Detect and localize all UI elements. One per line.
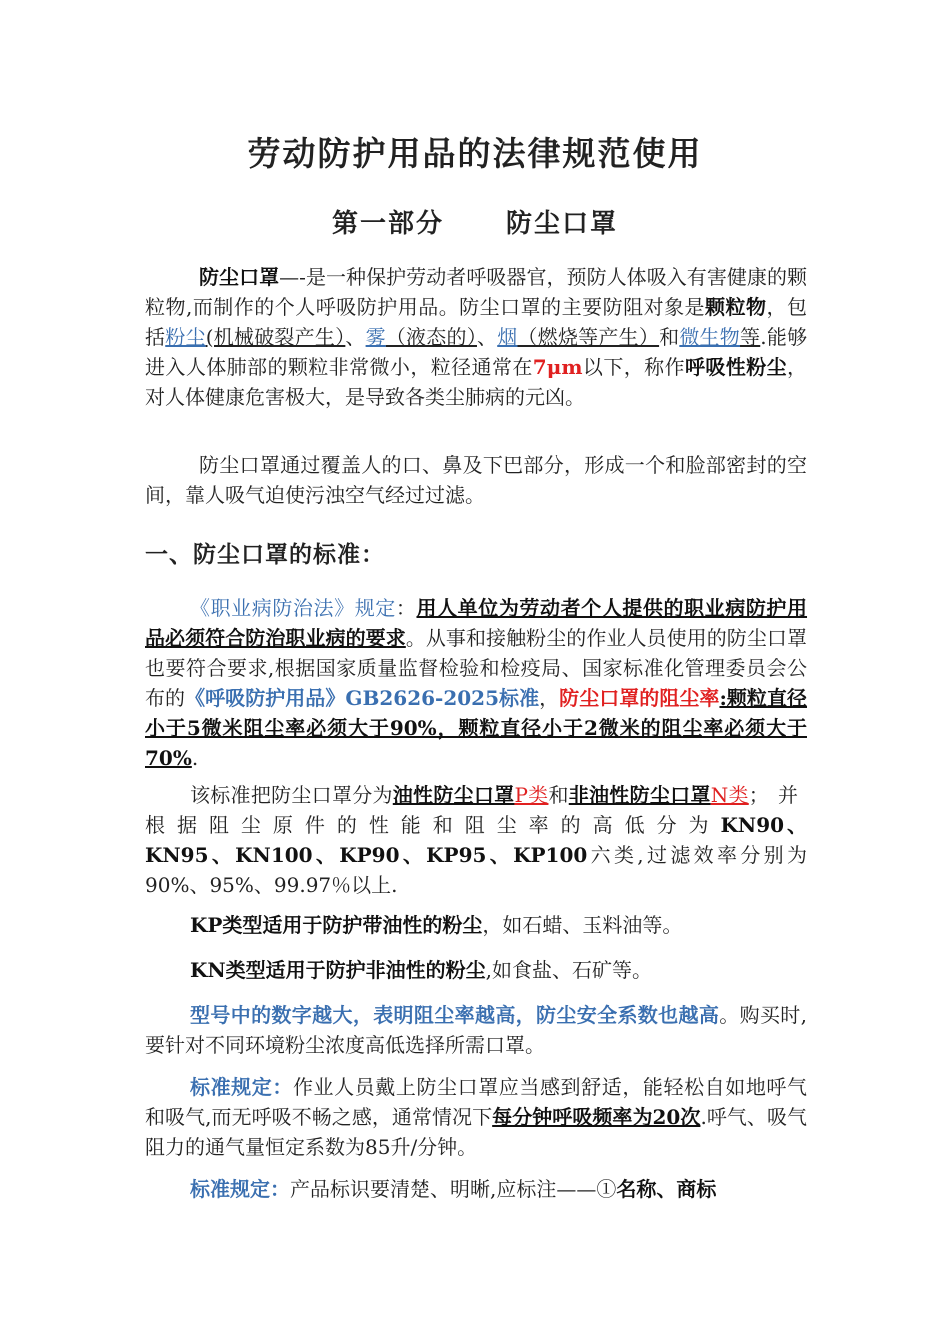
law-paragraph: 《职业病防治法》规定：用人单位为劳动者个人提供的职业病防护用品必须符合防治职业病的要求。从事和接触粉尘的作业人员使用的防尘口罩也要符合要求,根据国家质量监督检验和检疫局、国家标准化管理委员会公布的《呼吸防护用品》GB2626-2025标准，防尘口罩的阻尘率:颗粒直径小于5微米阻尘率必须大于90%，颗粒直径小于2微米的阻尘率必须大于70%. <box>145 596 808 770</box>
dust-rate-requirement: :颗粒直径小于5微米阻尘率必须大于90%，颗粒直径小于2微米的阻尘率必须大于70% <box>145 686 808 770</box>
mask-function-paragraph: 防尘口罩通过覆盖人的口、鼻及下巴部分，形成一个和脸部密封的空间，靠人吸气迫使污浊空气经过过滤。 <box>145 453 807 507</box>
law-requirement: 用人单位为劳动者个人提供的职业病防护用品必须符合防治职业病的要求 <box>145 596 808 650</box>
comfort-standard-paragraph: 标准规定：作业人员戴上防尘口罩应当感到舒适，能轻松自如地呼气和吸气,而无呼吸不畅之感，通常情况下每分钟呼吸频率为20次.呼气、吸气阻力的通气量恒定系数为85升/分钟。 <box>145 1075 808 1159</box>
oil-mask-type: 油性防尘口罩 <box>392 783 515 807</box>
document-title: 劳动防护用品的法律规范使用 <box>247 134 703 173</box>
kp-paragraph: KP类型适用于防护带油性的粉尘，如石蜡、玉料油等。 <box>190 913 683 937</box>
section-heading-standards: 一、防尘口罩的标准： <box>145 541 385 568</box>
link-smoke[interactable]: 烟 <box>497 325 518 349</box>
breathing-rate: 每分钟呼吸频率为20次 <box>492 1105 701 1129</box>
part-heading <box>0 203 950 240</box>
part-name: 防尘口罩 <box>506 209 619 239</box>
classification-paragraph: 该标准把防尘口罩分为油性防尘口罩P类和非油性防尘口罩N类；并根据阻尘原件的性能和阻尘率的高低分为KN90、KN95、KN100、KP90、KP95、KP100六类,过滤效率分别为90%、95%、99.97％以上. <box>145 783 808 897</box>
term-particles: 颗粒物 <box>705 295 767 319</box>
link-microbe[interactable]: 微生物 <box>679 325 741 349</box>
particle-size: 7μm <box>532 355 583 379</box>
p-class: P类 <box>514 783 549 807</box>
model-list: KN90、KN95、KN100、KP90、KP95、KP100 <box>145 813 808 867</box>
kn-paragraph: KN类型适用于防护非油性的粉尘,如食盐、石矿等。 <box>190 958 653 982</box>
n-class: N类 <box>710 783 749 807</box>
link-fog[interactable]: 雾 <box>365 325 386 349</box>
part-number: 第一部分 <box>331 209 444 239</box>
model-number-paragraph: 型号中的数字越大，表明阻尘率越高，防尘安全系数也越高。购买时,要针对不同环境粉尘浓度高低选择所需口罩。 <box>145 1003 808 1057</box>
link-dust[interactable]: 粉尘 <box>165 325 206 349</box>
term-respirable-dust: 呼吸性粉尘 <box>684 355 788 379</box>
standard-reference: 《呼吸防护用品》GB2626-2025标准 <box>185 686 540 710</box>
term-dust-mask: 防尘口罩 <box>199 265 280 289</box>
definition-paragraph: 防尘口罩—-是一种保护劳动者呼吸器官，预防人体吸入有害健康的颗粒物,而制作的个人呼吸防护用品。防尘口罩的主要防阻对象是颗粒物，包括粉尘(机械破裂产生）、雾（液态的）、烟（燃烧等产生）和微生物等.能够进入人体肺部的颗粒非常微小，粒径通常在7μm以下，称作呼吸性粉尘，对人体健康危害极大，是导致各类尘肺病的元凶。 <box>145 265 808 409</box>
dust-rate-label: 防尘口罩的阻尘率 <box>559 686 720 710</box>
law-reference: 《职业病防治法》规定 <box>190 596 396 620</box>
non-oil-mask-type: 非油性防尘口罩 <box>568 783 711 807</box>
labeling-standard-paragraph: 标准规定：产品标识要清楚、明晰,应标注——①名称、商标 <box>190 1177 717 1201</box>
